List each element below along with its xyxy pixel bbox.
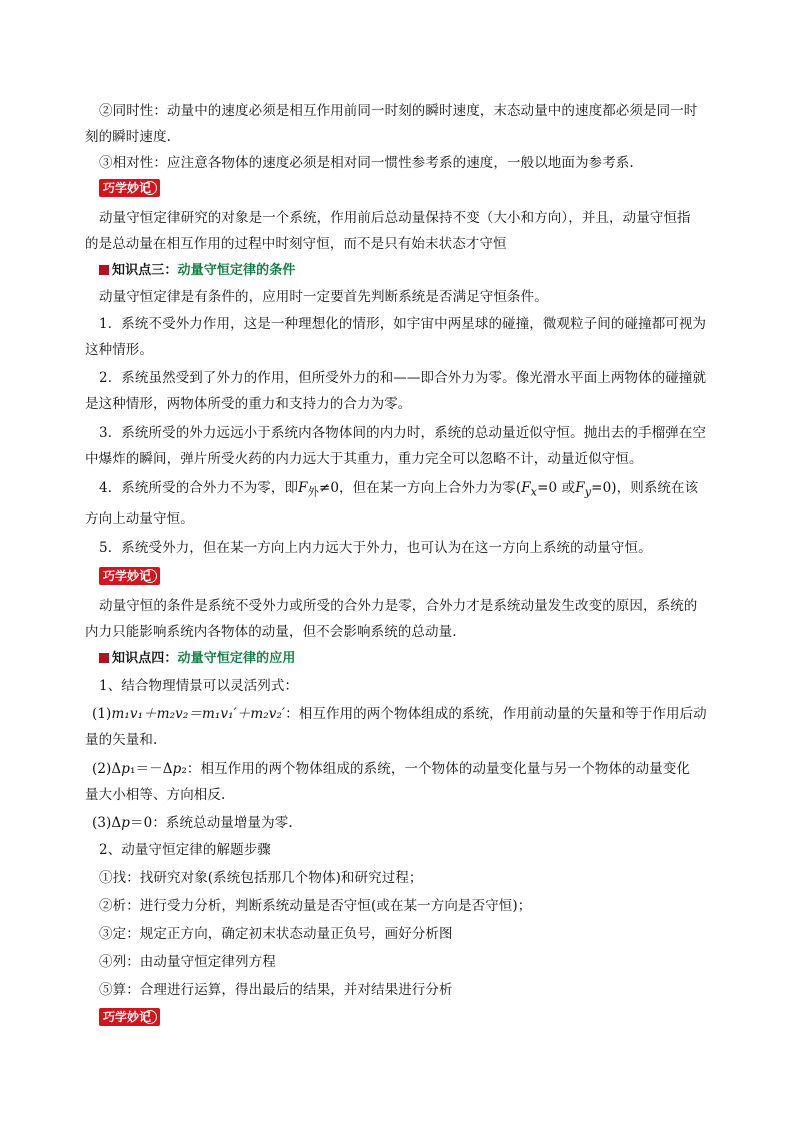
square-bullet-icon — [99, 265, 109, 275]
text-line: 量大小相等、方向相反. — [85, 787, 226, 803]
tip-badge — [99, 1008, 160, 1026]
section-heading — [99, 261, 295, 281]
heading-title: 动量守恒定律的条件 — [177, 263, 296, 278]
text-line: 动量守恒的条件是系统不受外力或所受的合外力是零，合外力才是系统动量发生改变的原因，系统的 — [99, 598, 698, 614]
text-line: 刻的瞬时速度. — [85, 129, 171, 145]
swirl-icon — [143, 569, 157, 583]
text-line: ④列：由动量守恒定律列方程 — [99, 954, 276, 970]
text-line: 1．系统不受外力作用，这是一种理想化的情形，如宇宙中两星球的碰撞，微观粒子间的碰撞都可视为 — [99, 316, 707, 332]
tip-badge-label: 巧学妙记 — [103, 569, 152, 583]
section-heading — [99, 649, 295, 669]
text-line: 的是总动量在相互作用的过程中时刻守恒，而不是只有始末状态才守恒 — [85, 236, 507, 252]
text-line: 1、结合物理情景可以灵活列式： — [99, 678, 299, 694]
formula-line: (3)Δp＝0：系统总动量增量为零. — [92, 815, 293, 831]
swirl-icon — [143, 181, 157, 195]
heading-keyword: 知识点四： — [112, 651, 178, 666]
text-line: 5．系统受外力，但在某一方向上内力远大于外力，也可认为在这一方向上系统的动量守恒。 — [99, 540, 652, 556]
tip-badge-label: 巧学妙记 — [103, 1010, 152, 1024]
text-line: 中爆炸的瞬间，弹片所受火药的内力远大于其重力，重力完全可以忽略不计，动量近似守恒。 — [85, 451, 643, 467]
formula-line: (1)m₁v₁＋m₂v₂＝m₁v₁′＋m₂v₂′：相互作用的两个物体组成的系统，作用前动量的矢量和等于作用后动 — [92, 706, 707, 722]
tip-badge — [99, 567, 160, 585]
text-line: 是这种情形，两物体所受的重力和支持力的合力为零。 — [85, 396, 412, 412]
text-line: 3．系统所受的外力远远小于系统内各物体间的内力时，系统的总动量近似守恒。抛出去的手榴弹在空 — [99, 425, 707, 441]
heading-keyword: 知识点三： — [112, 263, 178, 278]
text-line: 动量守恒定律是有条件的，应用时一定要首先判断系统是否满足守恒条件。 — [99, 289, 548, 305]
tip-badge — [99, 179, 160, 197]
text-line: ③相对性：应注意各物体的速度必须是相对同一惯性参考系的速度，一般以地面为参考系. — [99, 155, 634, 171]
text-line: 这种情形。 — [85, 342, 153, 358]
swirl-icon — [143, 1010, 157, 1024]
square-bullet-icon — [99, 653, 109, 663]
text-line: 动量守恒定律研究的对象是一个系统，作用前后总动量保持不变（大小和方向），并且，动量守恒指 — [99, 210, 691, 226]
text-line: ①找：找研究对象(系统包括那几个物体)和研究过程； — [99, 870, 423, 886]
text-line: 方向上动量守恒。 — [85, 511, 194, 527]
text-line: ③定：规定正方向，确定初末状态动量正负号，画好分析图 — [99, 926, 453, 942]
text-line: 2．系统虽然受到了外力的作用，但所受外力的和——即合外力为零。像光滑水平面上两物体的碰撞就 — [99, 370, 707, 386]
tip-badge-label: 巧学妙记 — [103, 181, 152, 195]
text-line: 量的矢量和. — [85, 732, 158, 748]
text-line: ②析：进行受力分析，判断系统动量是否守恒(或在某一方向是否守恒)； — [99, 898, 532, 914]
heading-title: 动量守恒定律的应用 — [177, 651, 296, 666]
text-line: ②同时性：动量中的速度必须是相互作用前同一时刻的瞬时速度，末态动量中的速度都必须是同一时 — [99, 103, 698, 119]
text-line: 内力只能影响系统内各物体的动量，但不会影响系统的总动量. — [85, 624, 457, 640]
text-line: 2、动量守恒定律的解题步骤 — [99, 842, 271, 858]
text-line: 4．系统所受的合外力不为零，即$F_外\ne 0$，但在某一方向上合外力为零($F_x=0$ 或$F_y=0$)，则系统在该 — [99, 480, 699, 499]
formula-line: (2)Δp₁＝－Δp₂：相互作用的两个物体组成的系统，一个物体的动量变化量与另一个物体的动量变化 — [92, 761, 691, 777]
text-line: ⑤算：合理进行运算，得出最后的结果，并对结果进行分析 — [99, 982, 453, 998]
